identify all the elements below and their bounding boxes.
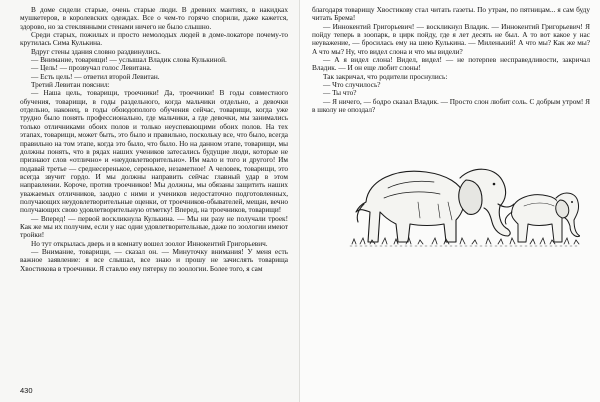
elephants-illustration: [348, 158, 580, 254]
grass-ground: [350, 238, 579, 246]
paragraph: — Что случилось?: [323, 80, 381, 90]
left-page-text: [20, 6, 288, 273]
paragraph: — Иннокентий Григорьевич! — воскликнул Владик. — Иннокентий Григорьевич! Я пойду теперь в зоопарк, в цирк пойду, где я лет десять не был. А то вот какое у нас неуважение, — бросилась ему на шею Кулькина. — Миленький! А что мы? Как же мы? А что мы? Ну, что видел слона и что мы видели?: [312, 21, 590, 56]
paragraph: Третий Левитан пояснил:: [31, 80, 110, 90]
right-page: [300, 0, 600, 402]
paragraph: — Ты что?: [323, 88, 357, 98]
right-page-text: [312, 6, 590, 114]
elephant-mother-icon: [356, 169, 514, 242]
paragraph: Но тут открылась дверь и в комнату вошел зоолог Иннокентий Григорьевич.: [31, 238, 268, 248]
paragraph: благодаря товарищу Хвостикову стал читать газеты. По утрам, по пятницам... я сам буду читать Брема!: [312, 5, 590, 23]
paragraph: Вдруг стены здания словно раздвинулись.: [31, 46, 161, 56]
paragraph: Среди старых, пожилых и просто немолодых людей в доме-локаторе почему-то крутилась Сима Кулькина.: [20, 30, 288, 48]
paragraph: В доме сидели старые, очень старые люди. В древних мантиях, в накидках мушкетеров, в королевских одеждах. Все о чем-то горячо спорили, даже кажется, здорово, но за стеклянными стенами ничего не было слышно.: [20, 5, 288, 31]
paragraph: — А я видел слона! Видел, видел! — не потерпев несправедливости, закричал Владик. — И он еще любит слоны!: [312, 55, 590, 73]
paragraph: — Внимание, товарищи! — услышал Владик слова Кулькиной.: [31, 55, 227, 65]
paragraph: — Есть цель! — ответил второй Левитан.: [31, 71, 160, 81]
paragraph: — Наша цель, товарищи, троечники! Да, троечники! В годы совместного обучения, товарищи, в годы раздельного, когда мальчики отдельно, а девочки отдельно, наконец, в годы обоюдополого обучения сейчас, товарищи, когда уже трудно было понять профессионально, где мальчики, а где девочки, мы занимались только отличниками обоих полов и только неуспевающими обоих полов. На тех этапах, товарищи, может быть, это было и правильно, поскольку все, что было, всегда правильно на том этапе, когда это было, что было. Но на данном этапе, товарищи, мы должны понять, что в рядах наших учеников затесались будущие люди, которые не признают слов «отлично» и «неудовлетворительно». Им мало и того и другого! Им подавай третье — среднесеренькое, серенькое, незаметное! А человек, товарищи, это всегда звучит гордо. И мы должны направить сейчас главный удар в этом направлении. Короче, против троечников! Мы должны, мы обязаны защитить наших уважаемых отличников, заодно с ними и учеников недостаточно подготовленных, получающих неудовлетворительные оценки, от троечников-обывателей, мещан, вечно получающих свою удовлетворительную отметку! Вперед, на троечников, товарищи!: [20, 88, 288, 215]
paragraph: — Внимание, товарищи, — сказал он. — Минуточку внимания! У меня есть важное заявление: я все слышал, все знаю и прошу не зачислять товарища Хвостикова в троечники. Я ставлю ему пятерку по зоологии. Более того, я сам: [20, 246, 288, 273]
paragraph: — Вперед! — первой воскликнула Кулькина. — Мы ни разу не получали троек! Как же мы их получим, если у нас одни удовлетворительные, даже по зоологии имеют тройки!: [20, 213, 288, 240]
paragraph: Так закричал, что родители проснулись:: [323, 71, 448, 81]
paragraph: — Я ничего, — бодро сказал Владик. — Просто слон любит соль. С добрым утром! Я в школу не опоздал?: [312, 96, 590, 115]
paragraph: — Цель! — прозвучал голос Левитана.: [31, 63, 152, 73]
elephant-calf-icon: [505, 193, 580, 242]
page-number: 430: [20, 386, 33, 395]
